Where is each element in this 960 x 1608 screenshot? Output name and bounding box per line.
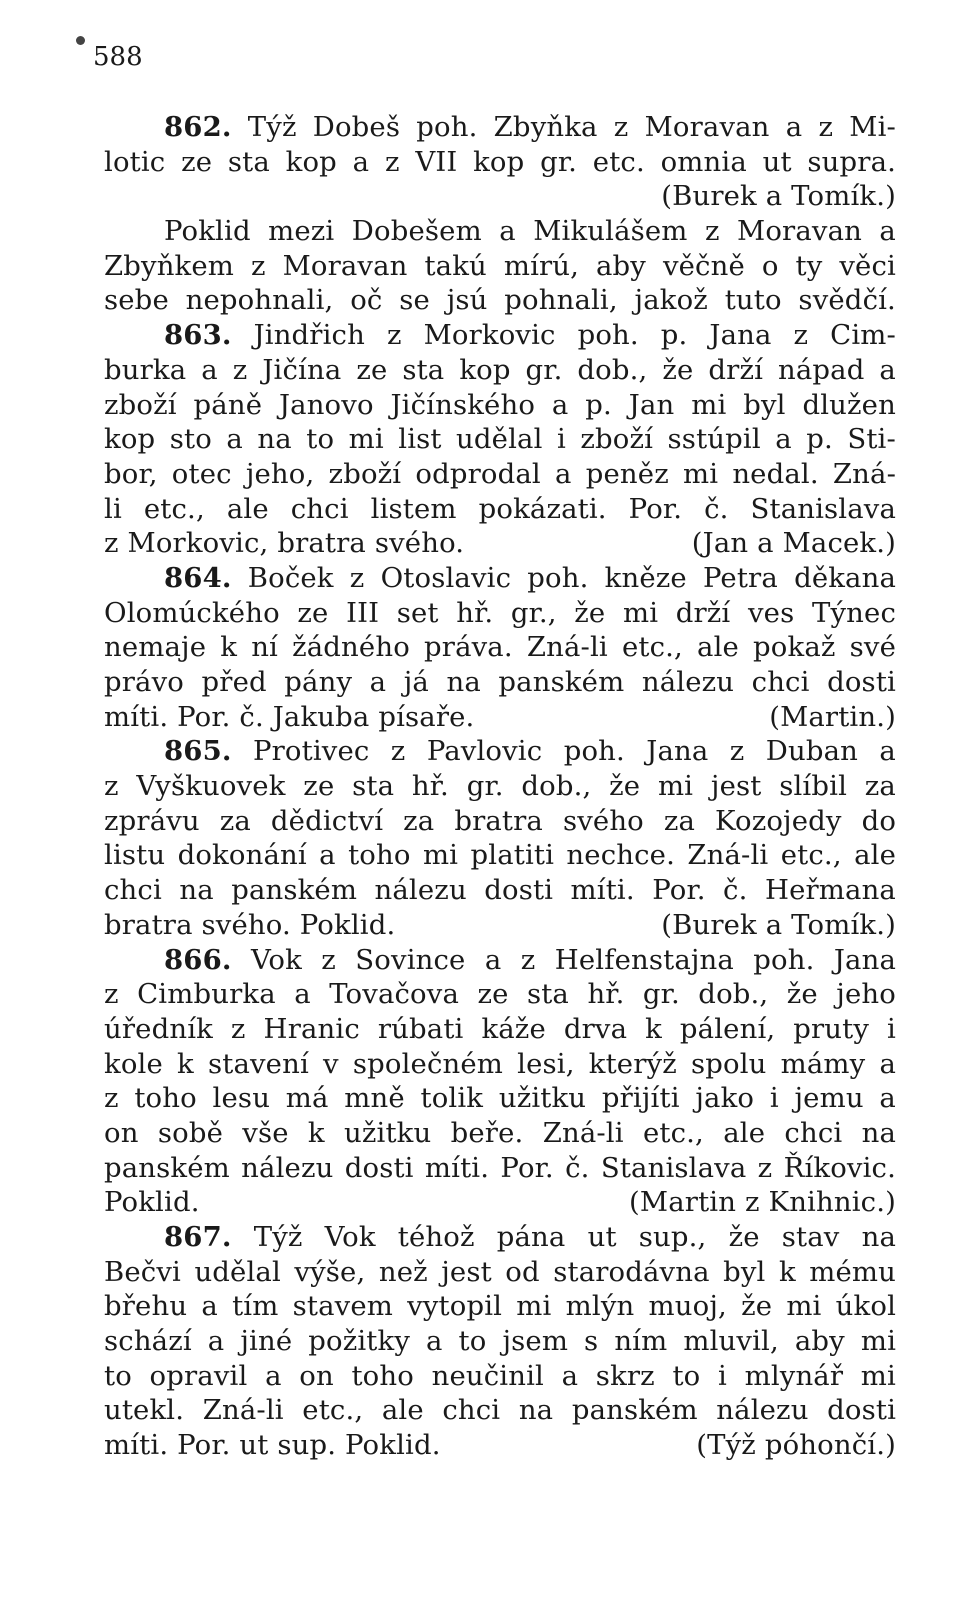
line-text: Poklid mezi Dobešem a Mikulášem z Moravan a [164, 215, 896, 248]
entry-number: 866. [164, 943, 232, 976]
text-line [104, 1289, 896, 1324]
text-line [104, 214, 896, 249]
scribe-note: (Martin z Knihnic.) [629, 1186, 896, 1219]
text-line [104, 422, 896, 457]
line-text: (Burek a Tomík.) [661, 180, 896, 213]
line-text: kole k stavení v společném lesi, kterýž spolu mámy a [104, 1047, 897, 1080]
line-text: bratra svého. Poklid. [104, 908, 396, 941]
entry-number: 865. [164, 735, 232, 768]
line-text: on sobě vše k užitku beře. Zná-li etc., ale chci na [104, 1116, 897, 1149]
line-text: nemaje k ní žádného práva. Zná-li etc., ale pokaž své [104, 631, 896, 664]
line-text: Týž Vok téhož pána ut sup., že stav na [231, 1221, 897, 1253]
line-text: listu dokonání a toho mi platiti nechce. Zná-li etc., ale [104, 839, 897, 872]
line-text: Bečvi udělal výše, než jest od starodávna byl k mému [104, 1255, 897, 1288]
line-text: li etc., ale chci listem pokázati. Por. č. Stanislava [104, 492, 897, 525]
text-line [104, 734, 896, 769]
line-text: burka a z Jičína ze sta kop gr. dob., že drží nápad a [104, 353, 896, 386]
line-text: úředník z Hranic rúbati káže drva k pálení, pruty i [104, 1012, 896, 1045]
line-text: Protivec z Pavlovic poh. Jana z Duban a [231, 735, 896, 768]
text-line [104, 1428, 896, 1463]
line-text: Jindřich z Morkovic poh. p. Jana z Cim- [231, 319, 896, 352]
line-text: kop sto a na to mi list udělal i zboží sstúpil a p. Sti- [104, 423, 896, 456]
text-line [104, 388, 896, 423]
line-text: panském nálezu dosti míti. Por. č. Stanislava z Říkovic. [104, 1151, 896, 1184]
text-line [104, 630, 896, 665]
text-line [104, 908, 896, 943]
entry-number: 862. [164, 111, 232, 143]
scribe-note: (Martin.) [769, 700, 896, 733]
text-line [104, 1220, 896, 1255]
line-text: z toho lesu má mně tolik užitku přijíti jako i jemu a [104, 1082, 896, 1115]
line-text: Zbyňkem z Moravan takú mírú, aby věčně o ty věci [104, 249, 896, 282]
text-line [104, 596, 896, 631]
entry-number: 864. [164, 561, 232, 594]
line-text: Boček z Otoslavic poh. kněze Petra děkana [231, 561, 897, 594]
line-text: zprávu za dědictví za bratra svého za Kozojedy do [104, 804, 897, 837]
entry-number: 863. [164, 319, 232, 352]
text-line [104, 700, 896, 735]
entry-number: 867. [164, 1221, 232, 1253]
line-text: Olomúckého ze III set hř. gr., že mi drží ves Týnec [104, 596, 896, 629]
ink-dot [76, 36, 85, 45]
line-text: lotic ze sta kop a z VII kop gr. etc. omnia ut supra. [104, 145, 897, 178]
text-line [104, 665, 896, 700]
line-text: zboží páně Janovo Jičínského a p. Jan mi byl dlužen [104, 388, 896, 421]
text-line [104, 1047, 896, 1082]
line-text: Vok z Sovince a z Helfenstajna poh. Jana [231, 943, 897, 976]
text-line [104, 1185, 896, 1220]
line-text: schází a jiné požitky a to jsem s ním mluvil, aby mi [104, 1325, 897, 1358]
text-line [104, 943, 896, 978]
scribe-note: (Jan a Macek.) [691, 527, 896, 560]
text-line [104, 804, 896, 839]
line-text: míti. Por. č. Jakuba písaře. [104, 700, 475, 733]
line-text: chci na panském nálezu dosti míti. Por. č. Heřmana [104, 874, 896, 907]
text-line [104, 1359, 896, 1394]
text-line [104, 283, 896, 318]
text-line [104, 353, 896, 388]
text-line [104, 977, 896, 1012]
text-line [104, 145, 896, 180]
scribe-note: (Týž póhončí.) [696, 1429, 896, 1462]
page-number: 588 [93, 42, 143, 72]
text-line [104, 492, 896, 527]
line-text: míti. Por. ut sup. Poklid. [104, 1429, 441, 1462]
text-line [104, 318, 896, 353]
text-line [104, 1012, 896, 1047]
line-text: bor, otec jeho, zboží odprodal a peněz mi nedal. Zná- [104, 457, 897, 490]
line-text: Poklid. [104, 1186, 200, 1219]
text-line [104, 526, 896, 561]
scribe-note: (Burek a Tomík.) [661, 908, 896, 941]
text-line [104, 1324, 896, 1359]
text-line [104, 873, 896, 908]
line-text: z Vyškuovek ze sta hř. gr. dob., že mi jest slíbil za [104, 770, 896, 803]
line-text: Týž Dobeš poh. Zbyňka z Moravan a z Mi- [231, 111, 896, 143]
text-line [104, 1151, 896, 1186]
line-text: právo před pány a já na panském nálezu chci dosti [104, 666, 896, 698]
text-line [104, 457, 896, 492]
text-line [104, 1116, 896, 1151]
text-line [104, 769, 896, 804]
line-text: břehu a tím stavem vytopil mi mlýn muoj, že mi úkol [104, 1290, 897, 1323]
text-line [104, 110, 896, 145]
line-text: sebe nepohnali, oč se jsú pohnali, jakož tuto svědčí. [104, 284, 896, 317]
document-body [104, 110, 896, 1463]
text-line [104, 249, 896, 284]
line-text: utekl. Zná-li etc., ale chci na panském nálezu dosti [104, 1394, 897, 1427]
line-text: z Morkovic, bratra svého. [104, 527, 465, 560]
text-line [104, 1081, 896, 1116]
text-line [104, 838, 896, 873]
text-line [104, 1393, 896, 1428]
text-line [104, 1255, 896, 1290]
line-text: to opravil a on toho neučinil a skrz to i mlynář mi [104, 1359, 896, 1392]
text-line [104, 179, 896, 214]
line-text: z Cimburka a Tovačova ze sta hř. gr. dob., že jeho [104, 978, 896, 1011]
text-line [104, 561, 896, 596]
